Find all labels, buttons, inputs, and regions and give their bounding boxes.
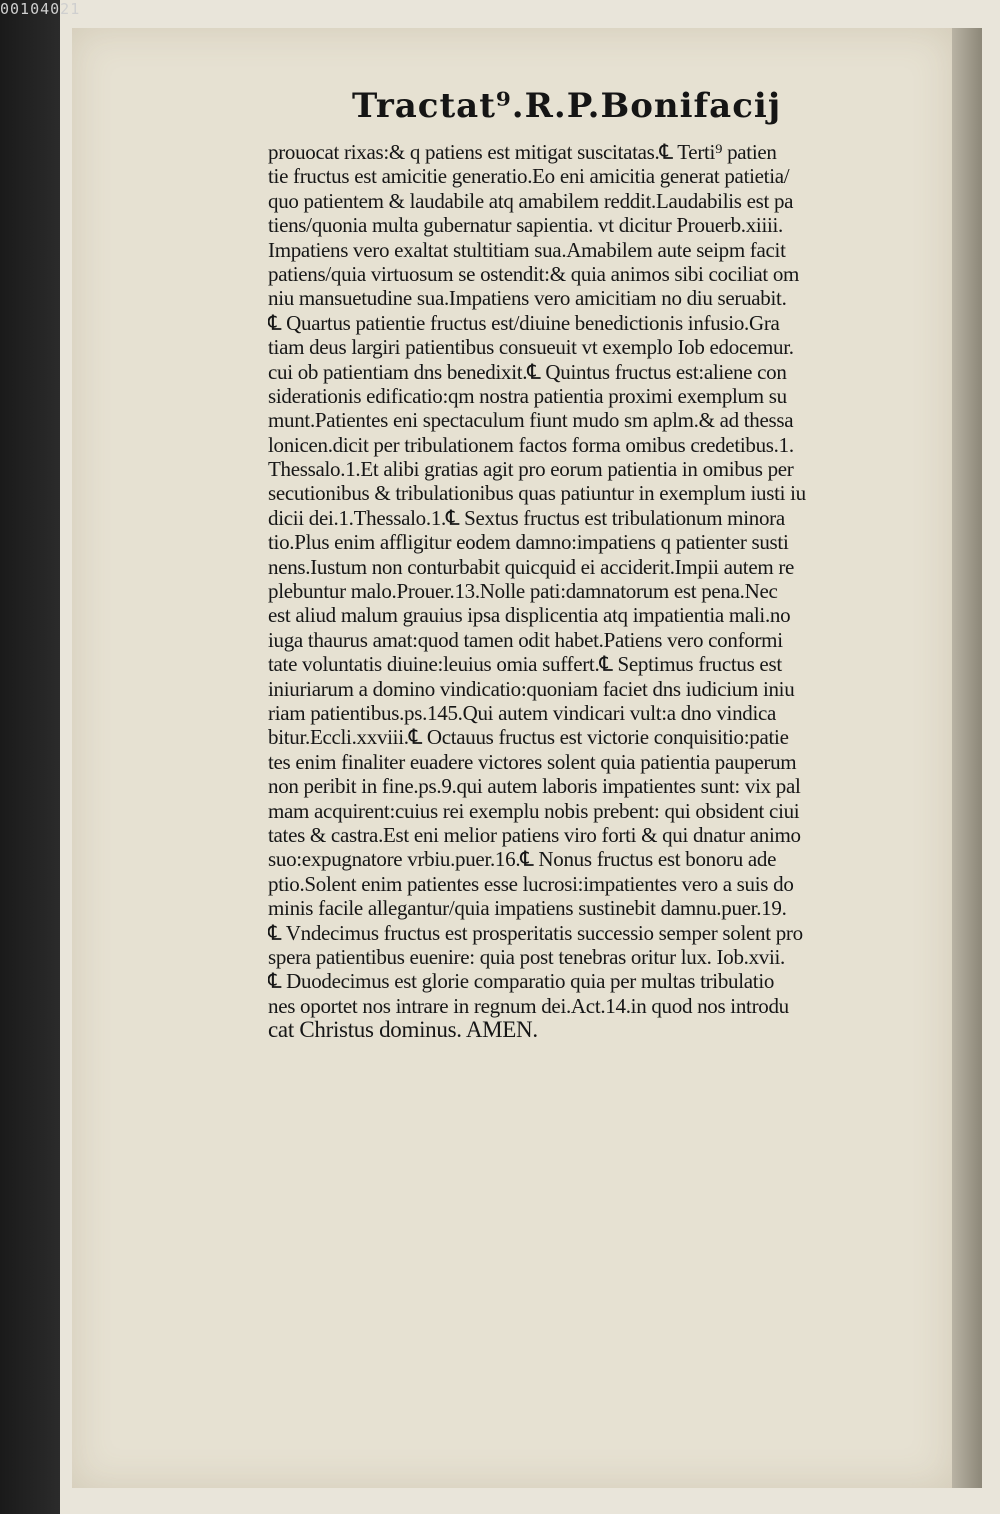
text-line: spera patientibus euenire: quia post tenebras oritur lux. Iob.xvii. [268,944,786,969]
text-line: Impatiens vero exaltat stultitiam sua.Amabilem aute seipm facit [268,237,786,262]
text-line: patiens/quia virtuosum se ostendit:& quia animos sibi cociliat om [268,261,800,286]
text-line: niu mansuetudine sua.Impatiens vero amicitiam no diu seruabit. [268,286,787,311]
text-line: ptio.Solent enim patientes esse lucrosi:impatientes vero a suis do [268,871,794,896]
text-line: tiam deus largiri patientibus consueuit vt exemplo Iob edocemur. [268,335,794,360]
text-line: tie fructus est amicitie generatio.Eo eni amicitia generat patietia/ [268,164,790,189]
text-line: munt.Patientes eni spectaculum fiunt mudo sm aplm.& ad thessa [268,408,794,433]
text-line: cui ob patientiam dns benedixit.℄ Quintus fructus est:aliene con [268,359,787,384]
text-line: secutionibus & tribulationibus quas patiuntur in exemplum iusti iu [268,481,806,506]
text-line: minis facile allegantur/quia impatiens sustinebit damnu.puer.19. [268,896,787,921]
text-line: quo patientem & laudabile atq amabilem reddit.Laudabilis est pa [268,188,794,213]
text-line: ℄ Duodecimus est glorie comparatio quia per multas tribulatio [268,969,775,994]
text-line: tiens/quonia multa gubernatur sapientia. vt dicitur Prouerb.xiiii. [268,213,784,238]
text-line: tate voluntatis diuine:leuius omia suffert.℄ Septimus fructus est [268,652,782,677]
text-line: riam patientibus.ps.145.Qui autem vindicari vult:a dno vindica [268,700,777,725]
text-line: siderationis edificatio:qm nostra patientia proximi exemplum su [268,383,787,408]
text-line: nens.Iustum non conturbabit quicquid ei acciderit.Impii autem re [268,554,795,579]
text-line: tio.Plus enim affligitur eodem damno:impatiens q patienter susti [268,530,789,555]
text-line: bitur.Eccli.xxviii.℄ Octauus fructus est victorie conquisitio:patie [268,725,789,750]
text-line: iniuriarum a domino vindicatio:quoniam faciet dns iudicium iniu [268,676,795,701]
text-line: iuga thaurus amat:quod tamen odit habet.Patiens vero conformi [268,627,783,652]
text-line: suo:expugnatore vrbiu.puer.16.℄ Nonus fructus est bonoru ade [268,847,777,872]
text-line: est aliud malum grauius ipsa displicentia atq impatientia mali.no [268,603,791,628]
text-line: tates & castra.Est eni melior patiens viro forti & qui dnatur animo [268,822,801,847]
text-line: mam acquirent:cuius rei exemplu nobis prebent: qui obsident ciui [268,798,800,823]
text-line: nes oportet nos intrare in regnum dei.Act.14.in quod nos introdu [268,993,789,1018]
text-line: dicii dei.1.Thessalo.1.℄ Sextus fructus est tribulationum minora [268,505,785,530]
text-line: prouocat rixas:& q patiens est mitigat suscitatas.℄ Terti⁹ patien [268,140,777,164]
text-line: ℄ Vndecimus fructus est prosperitatis successio semper solent pro [268,920,803,945]
text-line: tes enim finaliter euadere victores solent quia patientia pauperum [268,749,797,774]
text-line: Thessalo.1.Et alibi gratias agit pro eorum patientia in omibus per [268,457,794,482]
text-line: non peribit in fine.ps.9.qui autem laboris impatientes sunt: vix pal [268,774,801,799]
running-head: Tractat⁹.R.P.Bonifacij [352,86,782,126]
text-block [268,140,948,1042]
book-page [72,28,952,1488]
text-line: cat Christus dominus. AMEN. [268,1018,538,1043]
text-line: plebuntur malo.Prouer.13.Nolle pati:damnatorum est pena.Nec [268,579,778,604]
text-line: ℄ Quartus patientie fructus est/diuine benedictionis infusio.Gra [268,310,780,335]
catalog-id: 00104021 [0,0,81,18]
text-line: lonicen.dicit per tribulationem factos forma omibus credetibus.1. [268,432,794,457]
